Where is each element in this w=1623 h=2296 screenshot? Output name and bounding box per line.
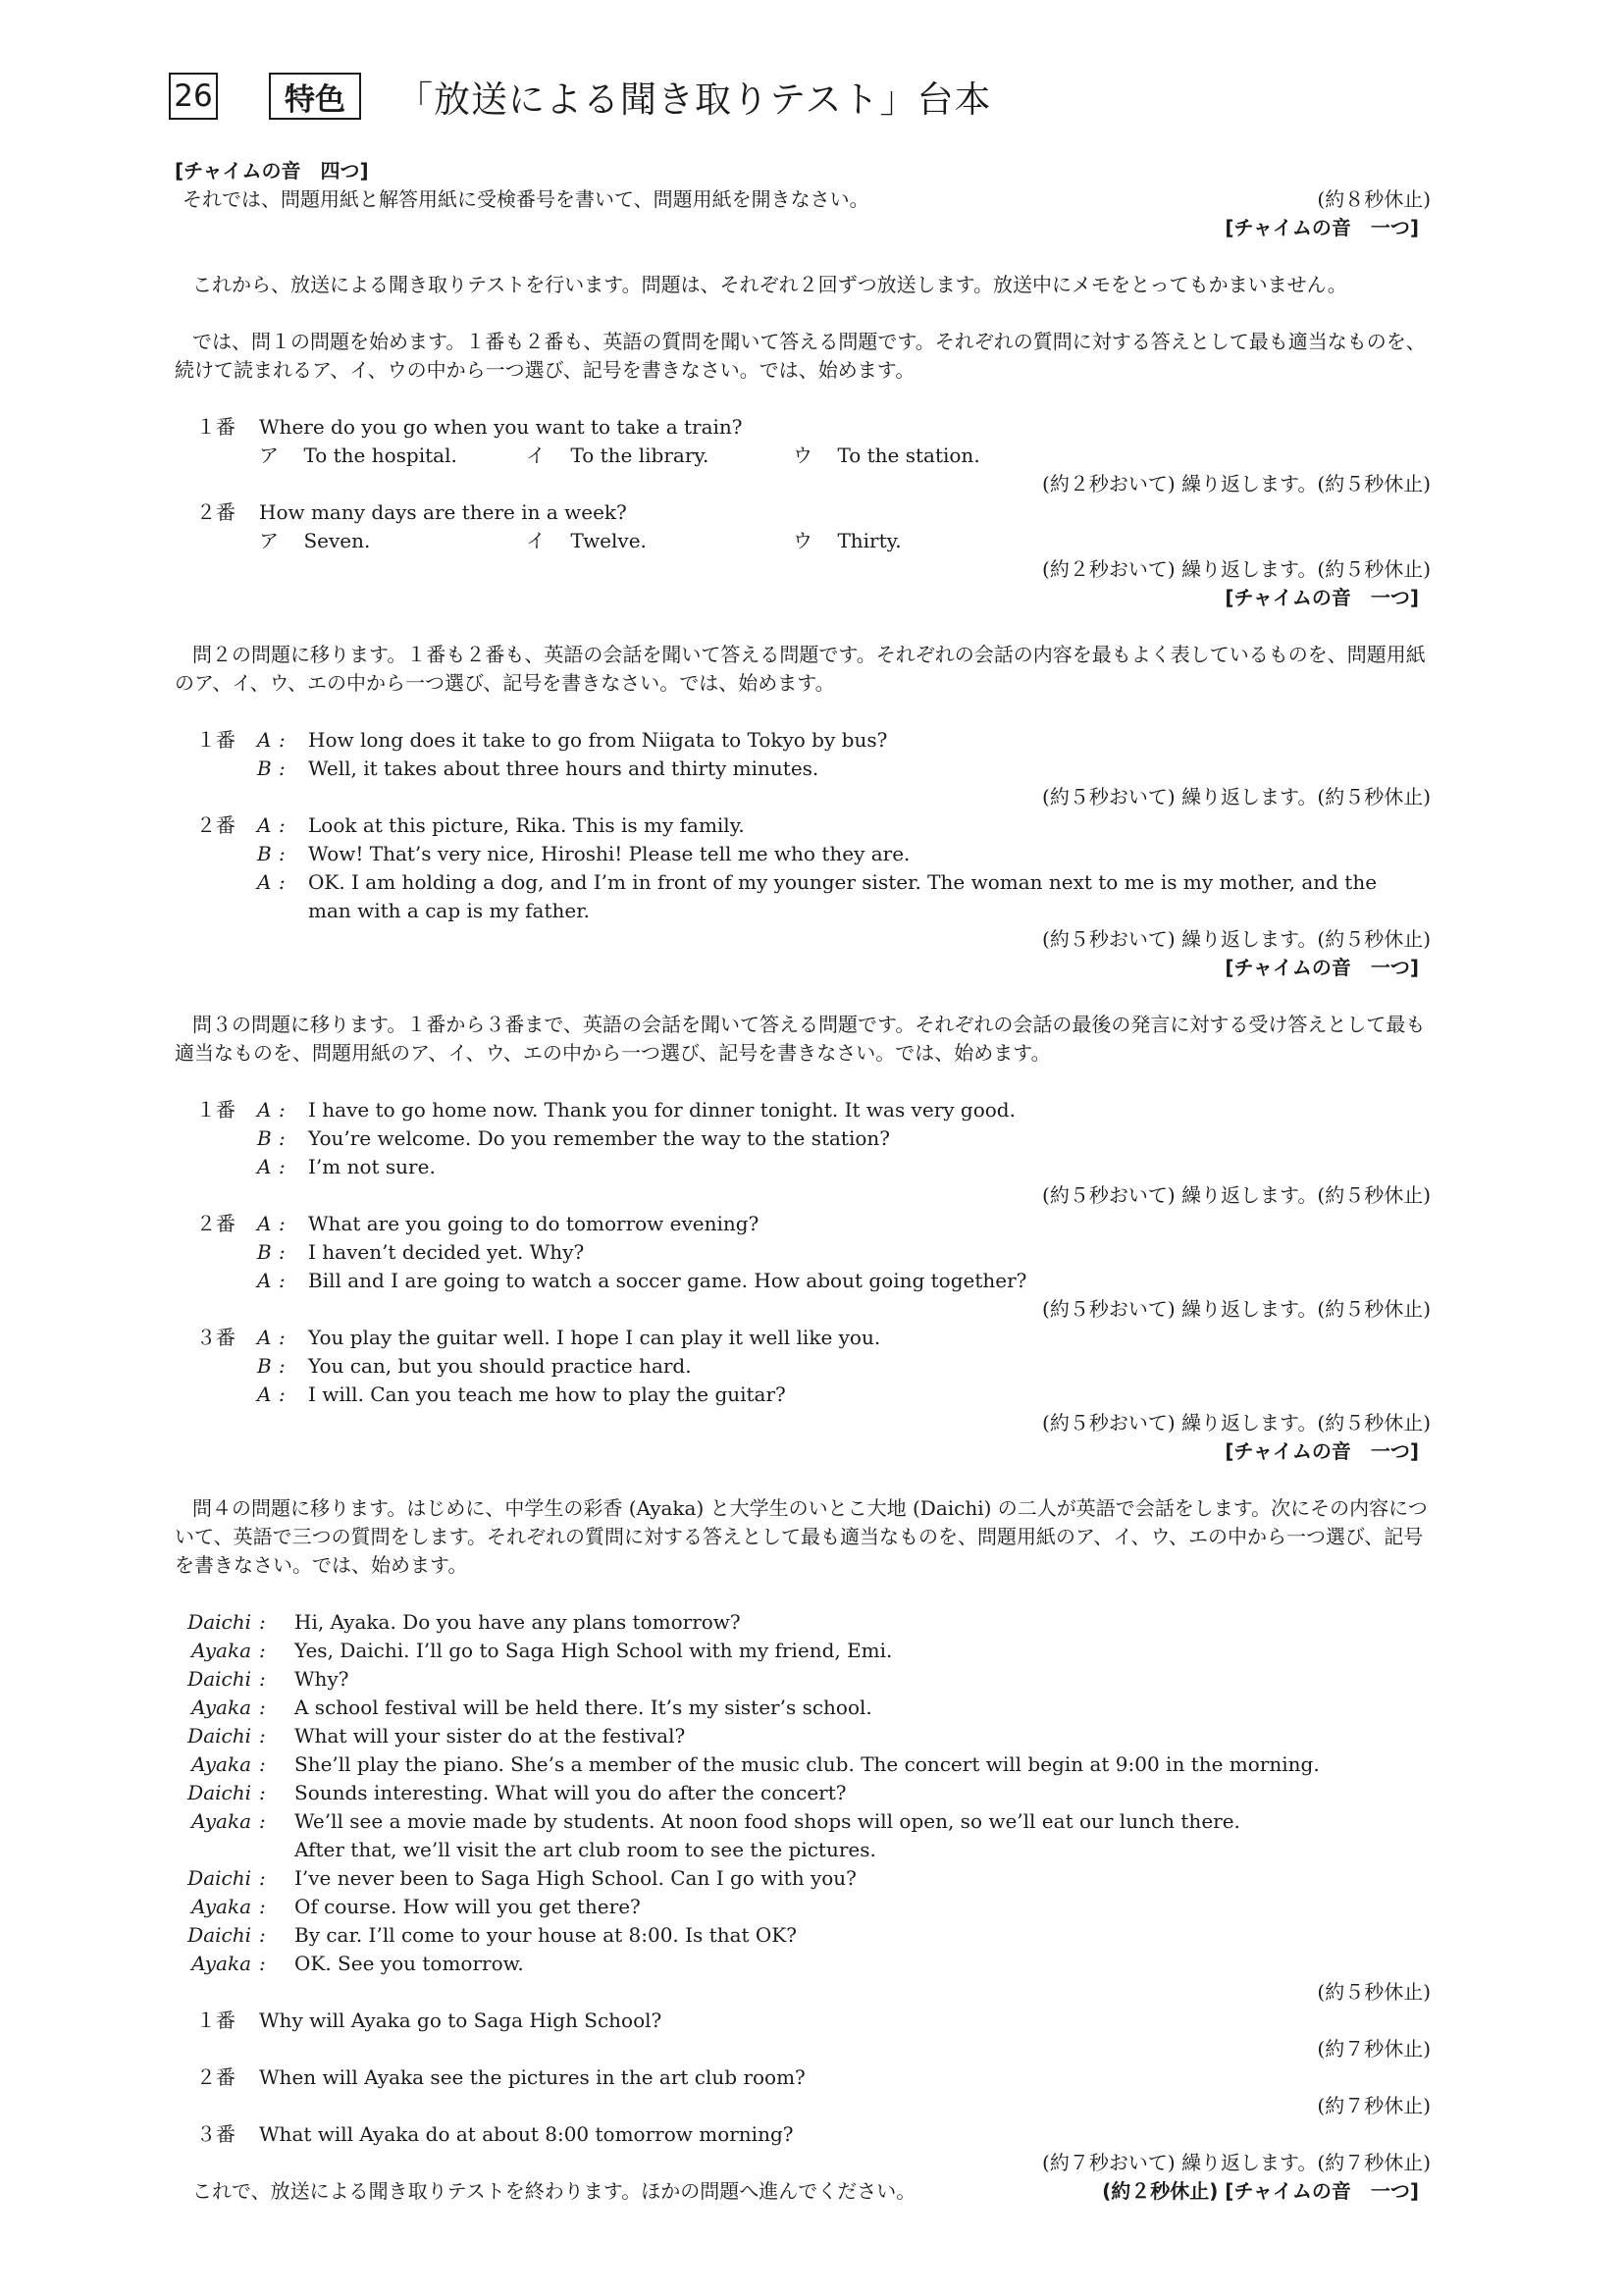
q3-item2-num: ２番 <box>196 1212 236 1235</box>
utterance: We’ll see a movie made by students. At noon food shops will open, so we’ll eat our lunch there. <box>294 1809 1240 1833</box>
q1-item1-repeat: (約２秒おいて) 繰り返します。(約５秒休止) <box>1042 472 1431 496</box>
q3-item3-line1: ３番 A : You play the guitar well. I hope I can play it well like you. <box>175 1324 1433 1352</box>
q2-item1-num: １番 <box>196 728 236 752</box>
utterance: Well, it takes about three hours and thirty minutes. <box>308 757 819 780</box>
dialogue-line: Ayaka : We’ll see a movie made by students. At noon food shops will open, so we’ll eat our lunch there. <box>175 1807 1433 1836</box>
speaker-label: Daichi <box>187 1610 251 1634</box>
q4-question3-num: ３番 <box>196 2122 236 2146</box>
q3-item2-repeat: (約５秒おいて) 繰り返します。(約５秒休止) <box>1042 1297 1431 1321</box>
q1-item2-question: How many days are there in a week? <box>259 500 627 524</box>
q4-question1-num: １番 <box>196 2009 236 2032</box>
speaker-label: B <box>257 1354 272 1378</box>
utterance: OK. I am holding a dog, and I’m in front of my younger sister. The woman next to me is my mother, and the <box>308 870 1378 894</box>
utterance: A school festival will be held there. It’s my sister’s school. <box>294 1696 872 1719</box>
q1-item1-question: Where do you go when you want to take a train? <box>259 415 743 439</box>
q1-chime: [チャイムの音 一つ] <box>1225 586 1419 609</box>
q2-item2-continuation-row <box>175 897 1433 925</box>
utterance: I have to go home now. Thank you for dinner tonight. It was very good. <box>308 1098 1016 1122</box>
utterance: Yes, Daichi. I’ll go to Saga High School with my friend, Emi. <box>294 1639 893 1662</box>
q2-item1-repeat: (約５秒おいて) 繰り返します。(約５秒休止) <box>1042 785 1431 809</box>
q2-item1-line2: B : Well, it takes about three hours and thirty minutes. <box>175 755 1433 783</box>
q4-question3-pause: (約７秒おいて) 繰り返します。(約７秒休止) <box>1042 2151 1431 2174</box>
utterance: She’ll play the piano. She’s a member of the music club. The concert will begin at 9:00 in the morning. <box>294 1752 1320 1776</box>
utterance: Of course. How will you get there? <box>294 1895 641 1918</box>
q3-intro: 問３の問題に移ります。１番から３番まで、英語の会話を聞いて答える問題です。それぞれの会話の最後の発言に対する受け答えとして最も適当なものを、問題用紙のア、イ、ウ、エの中から一つ選び、記号を書きなさい。では、始めます。 <box>175 1013 1426 1065</box>
question-number-box: 26 <box>169 73 218 120</box>
q3-item2-line3: A : Bill and I are going to watch a soccer game. How about going together? <box>175 1267 1433 1295</box>
q1-item1-option-u: ウ To the station. <box>793 444 980 467</box>
speaker-label: A <box>257 870 272 894</box>
speaker-label: Daichi <box>187 1781 251 1804</box>
q1-item2-repeat: (約２秒おいて) 繰り返します。(約５秒休止) <box>1042 557 1431 581</box>
utterance: Hi, Ayaka. Do you have any plans tomorrow? <box>294 1610 741 1634</box>
utterance: By car. I’ll come to your house at 8:00. Is that OK? <box>294 1923 797 1947</box>
chime-one: [チャイムの音 一つ] <box>1225 216 1419 239</box>
q2-intro: 問２の問題に移ります。１番も２番も、英語の会話を聞いて答える問題です。それぞれの会話の内容を最もよく表しているものを、問題用紙のア、イ、ウ、エの中から一つ選び、記号を書きなさい。では、始めます。 <box>175 643 1426 695</box>
speaker-label: A <box>257 1383 272 1406</box>
q1-item1-options-row <box>175 442 1433 470</box>
utterance: You’re welcome. Do you remember the way to the station? <box>308 1126 890 1150</box>
dialogue-line: Ayaka : Yes, Daichi. I’ll go to Saga High School with my friend, Emi. <box>175 1637 1433 1665</box>
q1-item2-option-i: イ Twelve. <box>526 529 647 552</box>
ending-text: これで、放送による聞き取りテストを終わります。ほかの問題へ進んでください。 <box>192 2179 916 2203</box>
q3-item1-num: １番 <box>196 1098 236 1122</box>
utterance: I’m not sure. <box>308 1155 436 1178</box>
utterance: I haven’t decided yet. Why? <box>308 1240 585 1264</box>
q1-item2-question-row <box>175 498 1433 527</box>
utterance: Sounds interesting. What will you do after the concert? <box>294 1781 847 1804</box>
intro-explain: これから、放送による聞き取りテストを行います。問題は、それぞれ２回ずつ放送します。放送中にメモをとってもかまいません。 <box>192 273 1347 296</box>
utterance: How long does it take to go from Niigata to Tokyo by bus? <box>308 728 888 752</box>
q2-item2-num: ２番 <box>196 813 236 837</box>
q4-question2-pause: (約７秒休止) <box>1317 2094 1431 2117</box>
q4-question1-text: Why will Ayaka go to Saga High School? <box>259 2009 662 2032</box>
q4-intro: 問４の問題に移ります。はじめに、中学生の彩香 (Ayaka) と大学生のいとこ大地 (Daichi) の二人が英語で会話をします。次にその内容について、英語で三つの質問をします。それぞれの質問に対する答えとして最も適当なものを、問題用紙のア、イ、ウ、エの中から一つ選び、記号を書きなさい。では、始めます。 <box>175 1496 1428 1577</box>
chime-four: [チャイムの音 四つ] <box>175 159 369 183</box>
utterance: OK. See you tomorrow. <box>294 1952 524 1975</box>
q3-chime: [チャイムの音 一つ] <box>1225 1439 1419 1463</box>
dialogue-line <box>175 1836 1433 1864</box>
q2-item1-line1: １番 A : How long does it take to go from Niigata to Tokyo by bus? <box>175 726 1433 755</box>
q2-item2-line1: ２番 A : Look at this picture, Rika. This is my family. <box>175 811 1433 840</box>
ending-cue: (約２秒休止) [チャイムの音 一つ] <box>1102 2179 1419 2203</box>
utterance: I’ve never been to Saga High School. Can I go with you? <box>294 1866 857 1890</box>
q3-item3-line3: A : I will. Can you teach me how to play the guitar? <box>175 1381 1433 1409</box>
dialogue-line: Daichi : Sounds interesting. What will you do after the concert? <box>175 1779 1433 1807</box>
q1-item1-num: １番 <box>196 415 236 439</box>
dialogue-line: Daichi : What will your sister do at the festival? <box>175 1722 1433 1750</box>
q4-question2-text: When will Ayaka see the pictures in the art club room? <box>259 2065 806 2089</box>
q4-question1-pause: (約７秒休止) <box>1317 2037 1431 2061</box>
pause-8: (約８秒休止) <box>1317 187 1431 211</box>
speaker-label: Ayaka <box>191 1639 251 1662</box>
q3-item1-repeat: (約５秒おいて) 繰り返します。(約５秒休止) <box>1042 1183 1431 1207</box>
speaker-label: B <box>257 842 272 865</box>
q3-item3-num: ３番 <box>196 1326 236 1349</box>
intro-instruction-row <box>175 185 1433 214</box>
utterance: After that, we’ll visit the art club room to see the pictures. <box>294 1838 876 1861</box>
speaker-label: Ayaka <box>191 1752 251 1776</box>
speaker-label: B <box>257 1240 272 1264</box>
q3-item3-line2: B : You can, but you should practice hard. <box>175 1352 1433 1381</box>
q3-item2-line1: ２番 A : What are you going to do tomorrow evening? <box>175 1210 1433 1238</box>
dialogue-line: Daichi : I’ve never been to Saga High School. Can I go with you? <box>175 1864 1433 1893</box>
q1-item1-option-a: ア To the hospital. <box>259 444 457 467</box>
page-title: 「放送による聞き取りテスト」台本 <box>396 78 992 121</box>
speaker-label: A <box>257 728 272 752</box>
speaker-label: A <box>257 1155 272 1178</box>
speaker-label: A <box>257 1212 272 1235</box>
speaker-label: A <box>257 1098 272 1122</box>
speaker-label: Ayaka <box>191 1895 251 1918</box>
utterance: What will your sister do at the festival? <box>294 1724 686 1748</box>
q2-item2-line2: B : Wow! That’s very nice, Hiroshi! Please tell me who they are. <box>175 840 1433 868</box>
script-body <box>175 157 1433 2206</box>
utterance: You can, but you should practice hard. <box>308 1354 692 1378</box>
q1-item2-num: ２番 <box>196 500 236 524</box>
dialogue-line: Ayaka : Of course. How will you get there? <box>175 1893 1433 1921</box>
utterance: Why? <box>294 1667 349 1691</box>
speaker-label: B <box>257 757 272 780</box>
q2-item2-repeat: (約５秒おいて) 繰り返します。(約５秒休止) <box>1042 927 1431 951</box>
speaker-label: Ayaka <box>191 1696 251 1719</box>
speaker-label: Daichi <box>187 1923 251 1947</box>
q1-item2-options-row <box>175 527 1433 555</box>
q4-question3-row <box>175 2120 1433 2149</box>
q3-item1-line1: １番 A : I have to go home now. Thank you for dinner tonight. It was very good. <box>175 1096 1433 1124</box>
speaker-label: A <box>257 1326 272 1349</box>
speaker-label: Daichi <box>187 1866 251 1890</box>
dialogue-line: Daichi : Hi, Ayaka. Do you have any plans tomorrow? <box>175 1608 1433 1637</box>
dialogue-line: Ayaka : She’ll play the piano. She’s a member of the music club. The concert will begin at 9:00 in the morning. <box>175 1750 1433 1779</box>
utterance: I will. Can you teach me how to play the guitar? <box>308 1383 786 1406</box>
q4-question2-row <box>175 2063 1433 2092</box>
speaker-label: A <box>257 813 272 837</box>
dialogue-line: Daichi : Why? <box>175 1665 1433 1694</box>
dialogue-line: Daichi : By car. I’ll come to your house at 8:00. Is that OK? <box>175 1921 1433 1950</box>
q4-dialogue <box>175 1608 1433 1978</box>
utterance: You play the guitar well. I hope I can play it well like you. <box>308 1326 881 1349</box>
q3-item2-line2: B : I haven’t decided yet. Why? <box>175 1238 1433 1267</box>
speaker-label: Daichi <box>187 1724 251 1748</box>
q3-item3-repeat: (約５秒おいて) 繰り返します。(約５秒休止) <box>1042 1411 1431 1435</box>
speaker-label: B <box>257 1126 272 1150</box>
q4-question3-text: What will Ayaka do at about 8:00 tomorrow morning? <box>259 2122 794 2146</box>
utterance: Bill and I are going to watch a soccer game. How about going together? <box>308 1269 1027 1292</box>
category-tag-box: 特色 <box>269 73 361 120</box>
header <box>169 71 992 122</box>
utterance: Wow! That’s very nice, Hiroshi! Please tell me who they are. <box>308 842 911 865</box>
q3-item1-line2: B : You’re welcome. Do you remember the way to the station? <box>175 1124 1433 1153</box>
q1-item2-option-a: ア Seven. <box>259 529 371 552</box>
utterance: What are you going to do tomorrow evening? <box>308 1212 759 1235</box>
q4-pause5: (約５秒休止) <box>1317 1980 1431 2004</box>
dialogue-line: Ayaka : A school festival will be held there. It’s my sister’s school. <box>175 1694 1433 1722</box>
utterance-continuation: man with a cap is my father. <box>308 899 590 922</box>
intro-instruction: それでは、問題用紙と解答用紙に受検番号を書いて、問題用紙を開きなさい。 <box>183 187 869 211</box>
q1-item2-option-u: ウ Thirty. <box>793 529 902 552</box>
q3-item1-line3: A : I’m not sure. <box>175 1153 1433 1181</box>
dialogue-line: Ayaka : OK. See you tomorrow. <box>175 1950 1433 1978</box>
q4-question1-row <box>175 2007 1433 2035</box>
q2-chime: [チャイムの音 一つ] <box>1225 956 1419 979</box>
speaker-label: A <box>257 1269 272 1292</box>
q2-item2-line3: A : OK. I am holding a dog, and I’m in front of my younger sister. The woman next to me is my mother, and the <box>175 868 1433 897</box>
q4-question2-num: ２番 <box>196 2065 236 2089</box>
q1-intro: では、問１の問題を始めます。１番も２番も、英語の質問を聞いて答える問題です。それぞれの質問に対する答えとして最も適当なものを、続けて読まれるア、イ、ウの中から一つ選び、記号を書きなさい。では、始めます。 <box>175 330 1426 382</box>
speaker-label: Ayaka <box>191 1952 251 1975</box>
utterance: Look at this picture, Rika. This is my family. <box>308 813 745 837</box>
speaker-label: Ayaka <box>191 1809 251 1833</box>
q1-item1-option-i: イ To the library. <box>526 444 709 467</box>
speaker-label: Daichi <box>187 1667 251 1691</box>
q1-item1-question-row <box>175 413 1433 442</box>
ending-row <box>175 2177 1433 2206</box>
